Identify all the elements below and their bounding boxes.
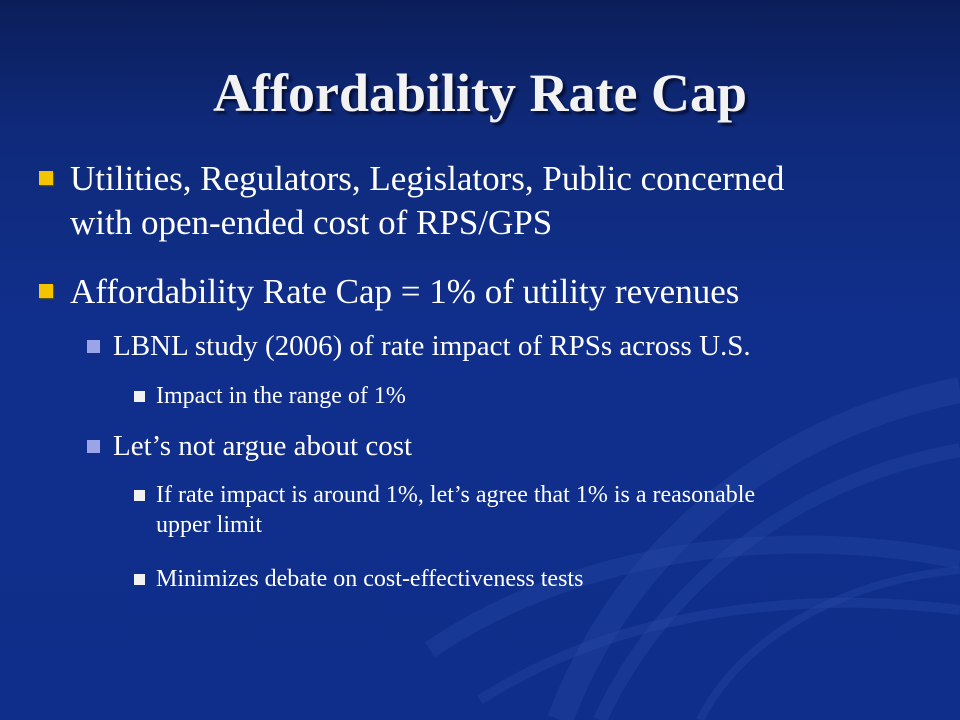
bullet-item — [156, 381, 946, 411]
bullet-item — [156, 480, 946, 540]
bullet-text: Impact in the range of 1% — [156, 383, 406, 409]
slide-title: Affordability Rate Cap — [213, 63, 747, 123]
bullet-marker-square-icon — [134, 391, 145, 402]
bullet-marker-square-icon — [39, 171, 53, 185]
bullet-item — [70, 270, 950, 314]
bullet-marker-square-icon — [87, 340, 100, 353]
bullet-text-continued: upper limit — [156, 512, 262, 538]
bullet-marker-square-icon — [87, 440, 100, 453]
bullet-text: Let’s not argue about cost — [113, 430, 413, 462]
bullet-text: Utilities, Regulators, Legislators, Public concerned — [70, 159, 785, 198]
bullet-text: Affordability Rate Cap = 1% of utility revenues — [70, 272, 740, 311]
bullet-text: Minimizes debate on cost-effectiveness tests — [156, 566, 584, 592]
bullet-item — [113, 428, 953, 464]
bullet-text: LBNL study (2006) of rate impact of RPSs across U.S. — [113, 330, 751, 362]
bullet-text: If rate impact is around 1%, let’s agree that 1% is a reasonable — [156, 482, 756, 508]
bullet-marker-square-icon — [39, 284, 53, 298]
bullet-marker-square-icon — [134, 490, 145, 501]
bullet-item — [156, 564, 946, 594]
bullet-item — [70, 157, 950, 245]
bullet-marker-square-icon — [134, 574, 145, 585]
bullet-text-continued: with open-ended cost of RPS/GPS — [70, 203, 553, 242]
bullet-item — [113, 328, 953, 364]
